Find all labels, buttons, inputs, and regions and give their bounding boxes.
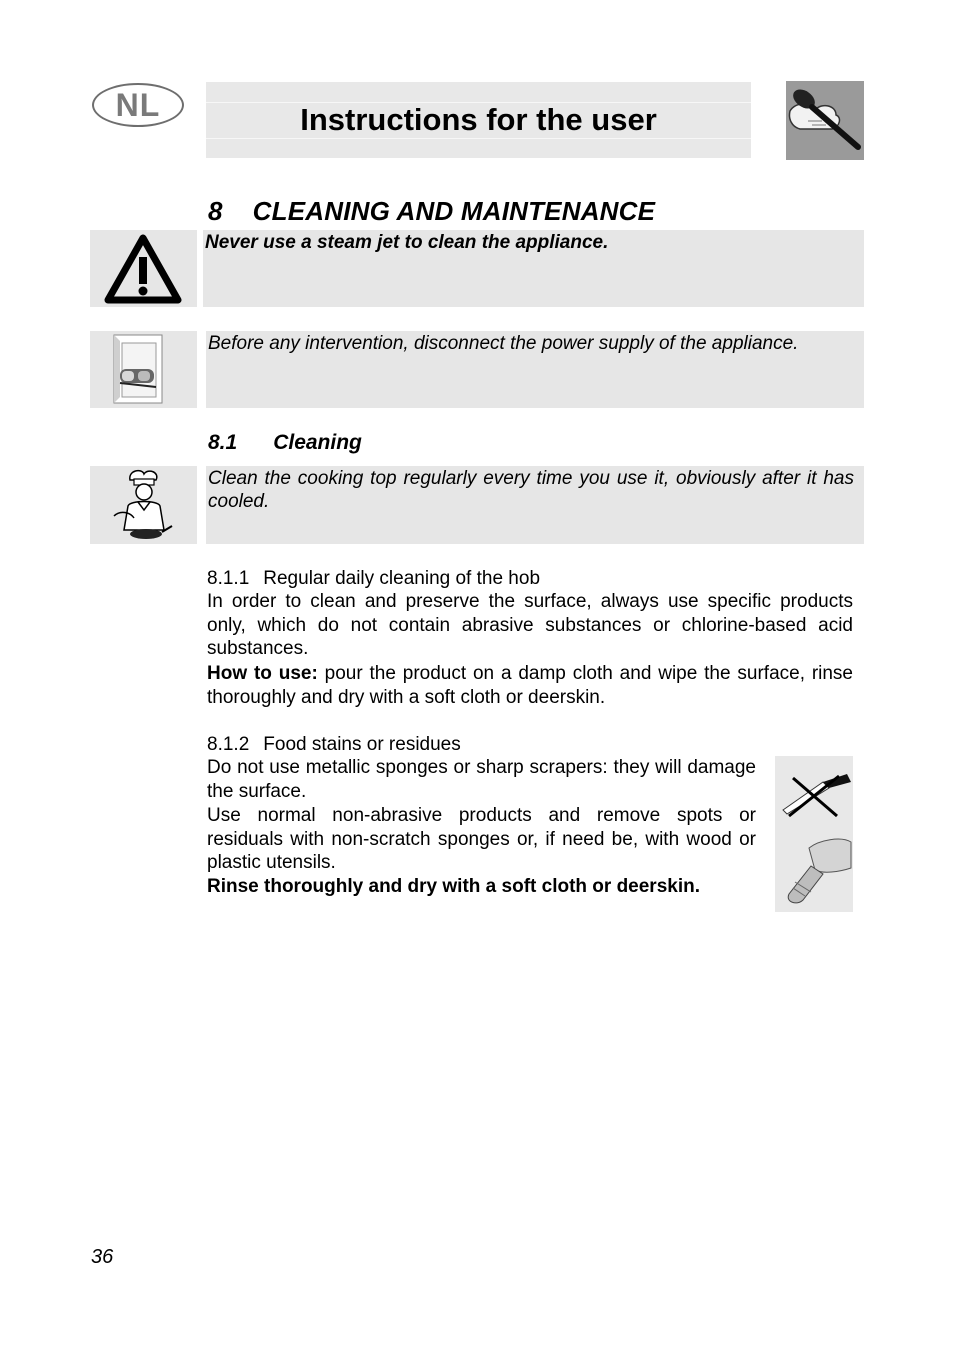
daily-cleaning-paragraph: In order to clean and preserve the surface, always use specific products only, which do not contain abrasive substances or chlorine-based acid substances. — [207, 591, 853, 660]
warning-triangle-icon — [90, 230, 197, 307]
daily-cleaning-title: Regular daily cleaning of the hob — [263, 568, 541, 589]
daily-cleaning-number: 8.1.1 — [207, 568, 250, 589]
spoon-chef-hat-icon — [786, 81, 864, 160]
power-icon-panel — [90, 331, 197, 408]
rinse-dry-paragraph: Rinse thoroughly and dry with a soft cloth or deerskin. — [207, 876, 700, 897]
section-heading — [208, 196, 655, 227]
page-title-bar — [206, 82, 751, 158]
daily-cleaning-heading — [207, 567, 540, 591]
non-abrasive-paragraph: Use normal non-abrasive products and remove spots or residuals with non-scratch sponges or, if need be, with wood or plastic utensils. — [207, 805, 756, 874]
chef-icon — [90, 466, 197, 544]
no-knife-scraper-icon — [775, 756, 853, 912]
food-stains-heading — [207, 733, 461, 757]
page-number: 36 — [91, 1246, 114, 1268]
steam-warning-note — [203, 230, 864, 307]
power-switch-icon — [90, 331, 197, 408]
subsection-heading — [208, 431, 362, 455]
regular-cleaning-text: Clean the cooking top regularly every time you use it, obviously after it has cooled. — [208, 468, 854, 512]
subsection-title: Cleaning — [273, 431, 362, 454]
warning-icon-panel — [90, 230, 197, 307]
food-stains-title: Food stains or residues — [263, 734, 461, 755]
chef-icon-panel — [90, 466, 197, 544]
no-metallic-sponges-paragraph: Do not use metallic sponges or sharp scrapers: they will damage the surface. — [207, 757, 756, 802]
how-to-use-paragraph — [207, 662, 853, 709]
section-number: 8 — [208, 196, 223, 226]
how-to-use-label: How to use: — [207, 663, 318, 684]
section-title: CLEANING AND MAINTENANCE — [252, 196, 656, 226]
page-title: Instructions for the user — [300, 102, 657, 137]
power-disconnect-text: Before any intervention, disconnect the power supply of the appliance. — [208, 333, 799, 354]
power-disconnect-note — [206, 331, 864, 408]
food-stains-number: 8.1.2 — [207, 734, 250, 755]
how-to-use-text: pour the product on a damp cloth and wipe the surface, rinse thoroughly and dry with a soft cloth or deerskin. — [207, 663, 853, 708]
regular-cleaning-note — [206, 466, 864, 544]
subsection-number: 8.1 — [208, 431, 238, 454]
language-badge: NL — [92, 83, 184, 127]
steam-warning-text: Never use a steam jet to clean the appliance. — [205, 232, 609, 253]
